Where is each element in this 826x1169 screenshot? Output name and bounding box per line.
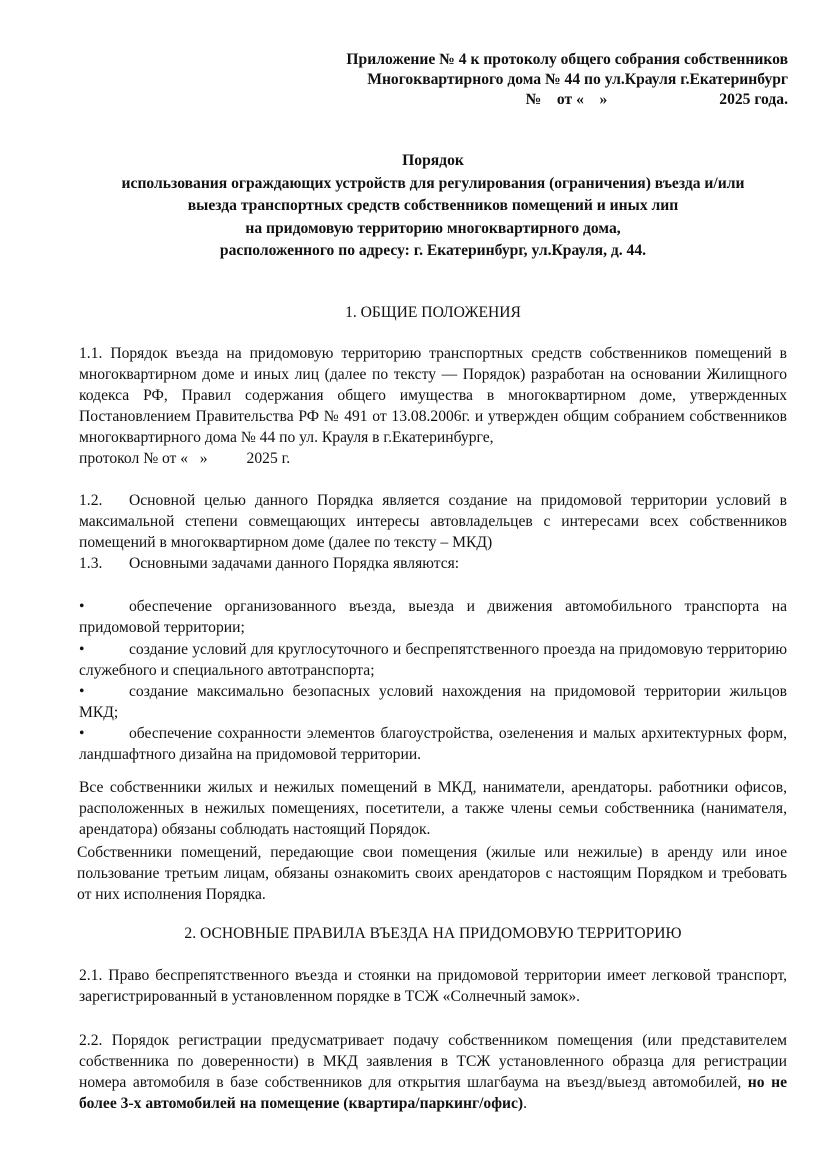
paragraph-owners-rent: Собственники помещений, передающие свои помещения (жилые или нежилые) в аренду или иное пользование третьим лицам, обязаны ознакомить своих арендаторов с настоящим Порядком и требовать от них исполнения Порядка. xyxy=(77,844,787,903)
title-line-2: использования ограждающих устройств для регулирования (ограничения) въезда и/или xyxy=(121,174,745,192)
paragraph-1-2-number: 1.2. xyxy=(79,492,103,509)
paragraph-1-1-body: 1.1. Порядок въезда на придомовую территорию транспортных средств собственников помещений в многоквартирном доме и иных лиц (далее по тексту — Порядок) разработан на основании Жилищного кодекса РФ, Правил содержания общего имущества в многоквартирном доме, утвержденных Постановлением Правительства РФ № 491 от 13.08.2006г. и утвержден общим собранием собственников многоквартирного дома № 44 по ул. Крауля в г.Екатеринбурге, xyxy=(79,345,787,446)
paragraph-2-1: 2.1. Право беспрепятственного въезда и стоянки на придомовой территории имеет легковой транспорт, зарегистрированный в установленном порядке в ТСЖ «Солнечный замок». xyxy=(79,967,787,1005)
task-bullet-item xyxy=(79,723,787,765)
protocol-year: 2025 года. xyxy=(719,91,788,108)
appendix-header-line-3 xyxy=(268,90,788,110)
task-bullet-item xyxy=(79,681,787,723)
appendix-header-line-1: Приложение № 4 к протоколу общего собрания собственников xyxy=(346,51,788,68)
paragraph-1-3-number: 1.3. xyxy=(79,555,103,572)
bullet-icon: • xyxy=(79,683,85,700)
paragraph-1-1 xyxy=(79,343,787,469)
paragraph-2-2-end: . xyxy=(523,1095,527,1112)
paragraph-2-2 xyxy=(79,1030,787,1114)
document-title xyxy=(60,150,806,263)
section-1-heading: 1. ОБЩИЕ ПОЛОЖЕНИЯ xyxy=(345,304,521,321)
title-line-4: на придомовую территорию многоквартирного дома, xyxy=(245,219,621,237)
paragraph-1-2-rest: максимальной степени совмещающих интересы автовладельцев с интересами всех собственников помещений в многоквартирном доме (далее по тексту – МКД) xyxy=(79,513,787,551)
bullet-icon: • xyxy=(79,598,85,615)
appendix-header xyxy=(268,50,788,110)
paragraph-1-2 xyxy=(79,490,787,574)
paragraph-all-owners: Все собственники жилых и нежилых помещений в МКД, наниматели, арендаторы. работники офисов, расположенных в нежилых помещениях, посетители, а также члены семьи собственника (нанимателя, арендатора) обязаны соблюдать настоящий Порядок. xyxy=(79,779,787,838)
bullet-text: создание максимально безопасных условий нахождения на придомовой территории жильцов МКД; xyxy=(79,683,787,721)
paragraph-1-3-text: Основными задачами данного Порядка являются: xyxy=(129,555,460,572)
paragraph-1-2-first-line: Основной целью данного Порядка является создание на придомовой территории условий в xyxy=(129,492,787,509)
task-bullet-item xyxy=(79,596,787,638)
bullet-text: обеспечение организованного въезда, выезда и движения автомобильного транспорта на придомовой территории; xyxy=(79,598,787,636)
title-line-5: расположенного по адресу: г. Екатеринбург, ул.Крауля, д. 44. xyxy=(219,242,647,259)
paragraph-2-2-body: 2.2. Порядок регистрации предусматривает подачу собственником помещения (или представителем собственника по доверенности) в МКД заявления в ТСЖ установленного образца для регистрации номера автомобиля в базе собственников для открытия шлагбаума на въезд/выезд автомобилей, xyxy=(79,1032,787,1091)
bullet-icon: • xyxy=(79,641,85,658)
section-2-heading: 2. ОСНОВНЫЕ ПРАВИЛА ВЪЕЗДА НА ПРИДОМОВУЮ ТЕРРИТОРИЮ xyxy=(184,925,682,942)
title-line-1: Порядок xyxy=(402,152,464,169)
protocol-number-date: № от « » xyxy=(525,91,608,108)
appendix-header-line-2: Многоквартирного дома № 44 по ул.Крауля г.Екатеринбург xyxy=(367,71,788,88)
title-line-3: выезда транспортных средств собственников помещений и иных лип xyxy=(187,197,679,214)
task-bullet-item xyxy=(79,639,787,681)
paragraph-2-2-bold-limit: но не более 3-х автомобилей на помещение (квартира/паркинг/офис) xyxy=(79,1074,787,1112)
bullet-icon: • xyxy=(79,725,85,742)
bullet-text: создание условий для круглосуточного и беспрепятственного проезда на придомовую территорию служебного и специального автотранспорта; xyxy=(79,641,787,679)
bullet-text: обеспечение сохранности элементов благоустройства, озеленения и малых архитектурных форм, ландшафтного дизайна на придомовой территории. xyxy=(79,725,787,763)
paragraph-1-1-protocol: протокол № от « » 2025 г. xyxy=(79,450,291,467)
